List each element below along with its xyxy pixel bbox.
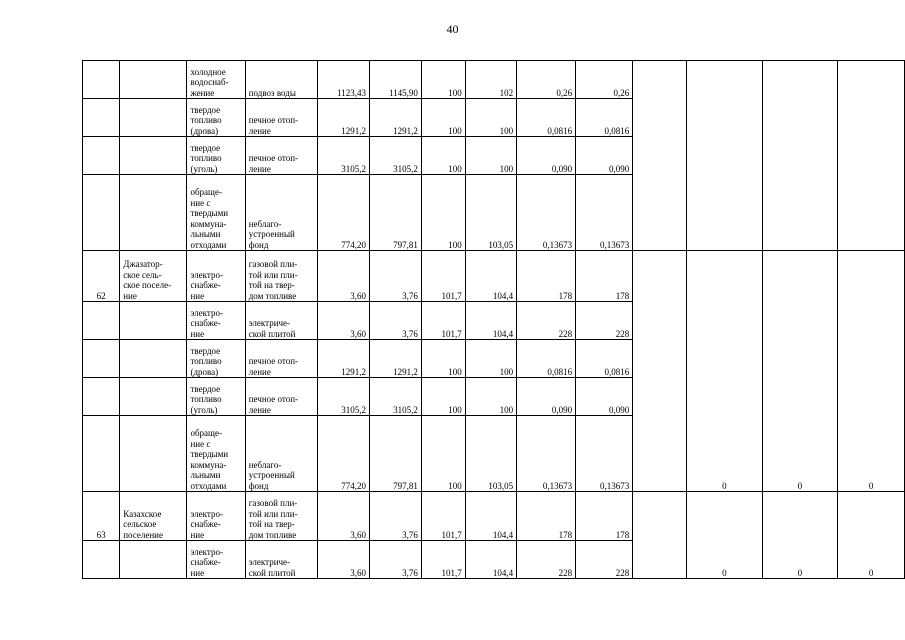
type-cell: неблаго- устроенный фонд	[245, 416, 317, 492]
zero-value: 0	[687, 492, 763, 579]
type-cell: печное отоп- ление	[245, 378, 317, 416]
type-cell: печное отоп- ление	[245, 137, 317, 175]
type-cell: печное отоп- ление	[245, 340, 317, 378]
tariff-cell: 228	[576, 541, 633, 579]
percent-cell: 101,7	[421, 492, 465, 541]
tariff-cell: 0,0816	[517, 99, 576, 137]
zero-value: 0	[838, 251, 905, 492]
tariff-cell: 0,13673	[517, 416, 576, 492]
percent-cell: 100	[421, 378, 465, 416]
value-cell: 1291,2	[370, 340, 422, 378]
service-cell: электро- снабже- ние	[187, 302, 245, 340]
tariff-cell: 0,090	[576, 378, 633, 416]
table-row	[83, 61, 905, 99]
tariff-cell: 178	[576, 251, 633, 302]
tariff-table	[82, 60, 905, 579]
value-cell: 797,81	[370, 175, 422, 251]
tariff-cell: 0,090	[517, 137, 576, 175]
type-cell: газовой пли- той или пли- той на твер- дом топливе	[245, 492, 317, 541]
value-cell: 3,76	[370, 492, 422, 541]
row-number: 62	[83, 251, 120, 302]
tariff-cell: 0,13673	[576, 175, 633, 251]
percent-cell: 100	[465, 340, 516, 378]
value-cell: 3,60	[318, 492, 370, 541]
service-cell: обраще- ние с твердыми коммуна- льными отходами	[187, 416, 245, 492]
service-cell: твердое топливо (уголь)	[187, 378, 245, 416]
percent-cell: 102	[465, 61, 516, 99]
row-number: 63	[83, 492, 120, 541]
percent-cell: 103,05	[465, 175, 516, 251]
tariff-cell: 0,090	[576, 137, 633, 175]
tariff-cell: 0,0816	[517, 340, 576, 378]
settlement-name: Джазатор- ское сель- ское поселе- ние	[120, 251, 187, 302]
percent-cell: 100	[421, 175, 465, 251]
type-cell: электриче- ской плитой	[245, 302, 317, 340]
tariff-cell: 0,26	[517, 61, 576, 99]
type-cell: электриче- ской плитой	[245, 541, 317, 579]
percent-cell: 103,05	[465, 416, 516, 492]
type-cell: газовой пли- той или пли- той на твер- дом топливе	[245, 251, 317, 302]
value-cell: 797,81	[370, 416, 422, 492]
tariff-cell: 0,13673	[576, 416, 633, 492]
tariff-cell: 178	[517, 492, 576, 541]
service-cell: электро- снабже- ние	[187, 251, 245, 302]
value-cell: 774,20	[318, 175, 370, 251]
value-cell: 1123,43	[318, 61, 370, 99]
zero-value: 0	[762, 492, 838, 579]
service-cell: твердое топливо (уголь)	[187, 137, 245, 175]
settlement-name: Казахское сельское поселение	[120, 492, 187, 541]
value-cell: 3,60	[318, 541, 370, 579]
percent-cell: 100	[421, 99, 465, 137]
percent-cell: 101,7	[421, 302, 465, 340]
tariff-cell: 228	[517, 302, 576, 340]
service-cell: холодное водоснаб- жение	[187, 61, 245, 99]
percent-cell: 100	[421, 137, 465, 175]
type-cell: печное отоп- ление	[245, 99, 317, 137]
tariff-cell: 178	[576, 492, 633, 541]
service-cell: твердое топливо (дрова)	[187, 340, 245, 378]
value-cell: 3,76	[370, 541, 422, 579]
value-cell: 3,60	[318, 302, 370, 340]
percent-cell: 104,4	[465, 302, 516, 340]
service-cell: электро- снабже- ние	[187, 492, 245, 541]
zero-value: 0	[687, 251, 763, 492]
value-cell: 3,76	[370, 302, 422, 340]
zero-value: 0	[838, 492, 905, 579]
percent-cell: 100	[421, 61, 465, 99]
percent-cell: 104,4	[465, 541, 516, 579]
value-cell: 1145,90	[370, 61, 422, 99]
tariff-cell: 178	[517, 251, 576, 302]
tariff-cell: 0,26	[576, 61, 633, 99]
value-cell: 774,20	[318, 416, 370, 492]
table-row	[83, 251, 905, 302]
value-cell: 3105,2	[370, 378, 422, 416]
tariff-cell: 228	[517, 541, 576, 579]
service-cell: обраще- ние с твердыми коммуна- льными отходами	[187, 175, 245, 251]
value-cell: 1291,2	[318, 99, 370, 137]
value-cell: 3,76	[370, 251, 422, 302]
percent-cell: 100	[421, 340, 465, 378]
value-cell: 3105,2	[318, 378, 370, 416]
tariff-cell: 0,090	[517, 378, 576, 416]
percent-cell: 101,7	[421, 541, 465, 579]
service-cell: электро- снабже- ние	[187, 541, 245, 579]
tariff-cell: 0,0816	[576, 99, 633, 137]
service-cell: твердое топливо (дрова)	[187, 99, 245, 137]
table-row	[83, 492, 905, 541]
type-cell: неблаго- устроенный фонд	[245, 175, 317, 251]
tariff-cell: 228	[576, 302, 633, 340]
value-cell: 1291,2	[318, 340, 370, 378]
tariff-cell: 0,13673	[517, 175, 576, 251]
percent-cell: 100	[465, 137, 516, 175]
value-cell: 3105,2	[370, 137, 422, 175]
tariff-cell: 0,0816	[576, 340, 633, 378]
percent-cell: 101,7	[421, 251, 465, 302]
value-cell: 3105,2	[318, 137, 370, 175]
zero-value: 0	[762, 251, 838, 492]
value-cell: 1291,2	[370, 99, 422, 137]
percent-cell: 100	[465, 378, 516, 416]
percent-cell: 100	[465, 99, 516, 137]
percent-cell: 100	[421, 416, 465, 492]
page-number: 40	[446, 22, 459, 36]
percent-cell: 104,4	[465, 251, 516, 302]
percent-cell: 104,4	[465, 492, 516, 541]
value-cell: 3,60	[318, 251, 370, 302]
type-cell: подвоз воды	[245, 61, 317, 99]
